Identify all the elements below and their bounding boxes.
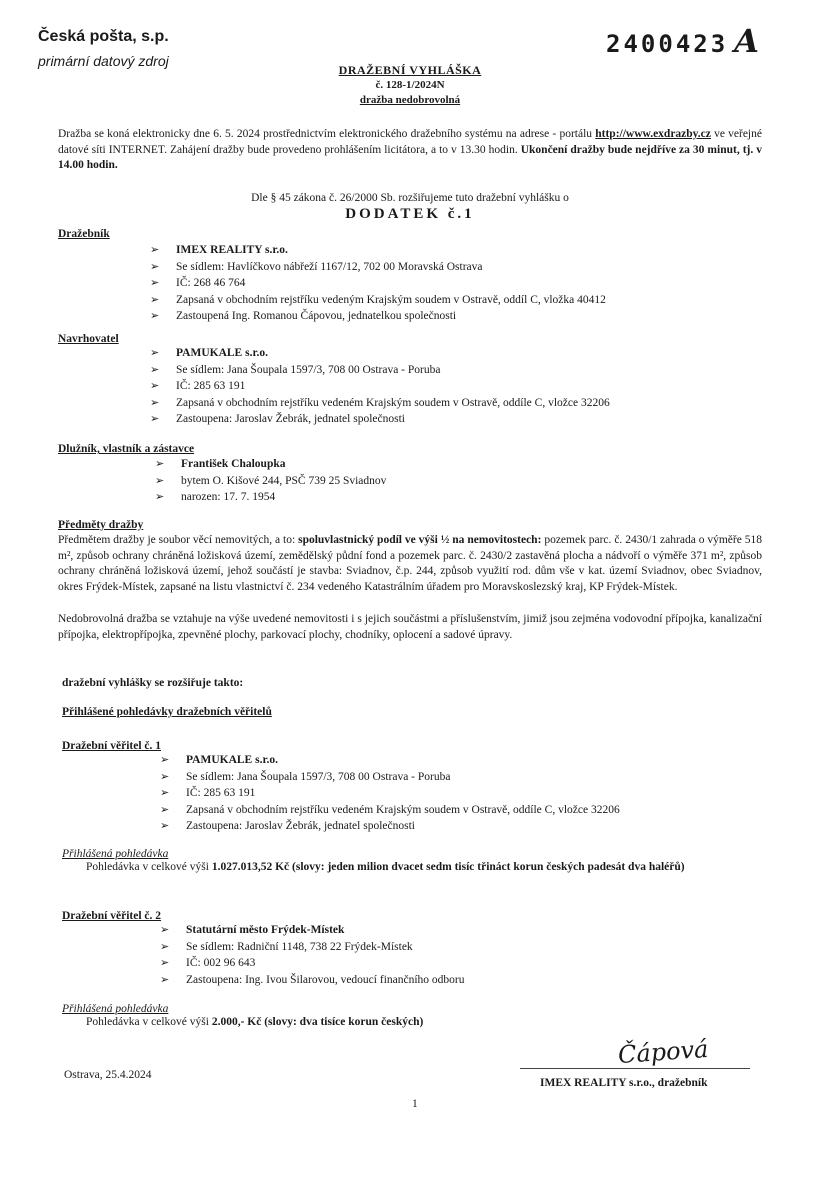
law-reference: Dle § 45 zákona č. 26/2000 Sb. rozšiřujeme tuto dražební vyhlášku o	[251, 192, 569, 204]
document-stamp	[606, 22, 762, 60]
auctioneer-name: ➢ IMEX REALITY s.r.o.	[150, 242, 606, 259]
creditor-2-representative: ➢ Zastoupena: Ing. Ivou Šilarovou, vedoucí finančního odboru	[160, 972, 465, 989]
intro-text-1: Dražba se koná elektronicky dne 6. 5. 2024 prostřednictvím elektronického dražebního systému na adrese - portálu	[58, 128, 596, 140]
signatory: IMEX REALITY s.r.o., dražebník	[540, 1077, 708, 1089]
proposer-name: ➢ PAMUKALE s.r.o.	[150, 345, 610, 362]
creditor-2-name: ➢ Statutární město Frýdek-Místek	[160, 922, 465, 939]
subject-paragraph	[58, 533, 762, 595]
issuer-source: primární datový zdroj	[38, 53, 169, 69]
creditor-2-seat: ➢ Se sídlem: Radniční 1148, 738 22 Frýdek-Místek	[160, 939, 465, 956]
creditor-1-claim-text: Pohledávka v celkové výši	[86, 861, 212, 873]
proposer-id: ➢ IČ: 285 63 191	[150, 378, 610, 395]
auctioneer-id: ➢ IČ: 268 46 764	[150, 275, 606, 292]
addendum-title: DODATEK č.1	[345, 206, 475, 222]
creditor-2-claim-heading: Přihlášená pohledávka	[62, 1003, 169, 1015]
debtor-birthdate: ➢ narozen: 17. 7. 1954	[155, 489, 386, 506]
document-title: DRAŽEBNÍ VYHLÁŠKA	[338, 63, 482, 77]
auctioneer-list	[150, 242, 606, 325]
auctioneer-heading: Dražebník	[58, 228, 110, 240]
proposer-heading: Navrhovatel	[58, 333, 119, 345]
place-and-date: Ostrava, 25.4.2024	[64, 1069, 152, 1081]
creditor-1-representative: ➢ Zastoupena: Jaroslav Žebrák, jednatel společnosti	[160, 818, 620, 835]
creditor-2-claim-text: Pohledávka v celkové výši	[86, 1016, 212, 1028]
creditor-2-claim	[62, 1015, 762, 1031]
creditor-2-claim-amount: 2.000,- Kč (slovy: dva tisíce korun českých)	[211, 1016, 424, 1028]
stamp-number: 2400423	[606, 30, 729, 58]
document-number: č. 128-1/2024N	[375, 79, 445, 91]
subject-scope-paragraph: Nedobrovolná dražba se vztahuje na výše uvedené nemovitosti i s jejich součástmi a příslušenstvím, jimiž jsou zejména vodovodní přípojka, kanalizační přípojka, elektropřípojka, zpevněné plochy, parkovací plochy, chodníky, oplocení a sadové úpravy.	[58, 613, 762, 641]
creditor-1-id: ➢ IČ: 285 63 191	[160, 785, 620, 802]
subject-heading: Předměty dražby	[58, 519, 144, 531]
creditor-1-seat: ➢ Se sídlem: Jana Šoupala 1597/3, 708 00 Ostrava - Poruba	[160, 769, 620, 786]
creditor-1-heading: Dražební věřitel č. 1	[62, 740, 161, 752]
signature-line	[520, 1068, 750, 1069]
creditor-2-heading: Dražební věřitel č. 2	[62, 910, 161, 922]
debtor-name: ➢ František Chaloupka	[155, 456, 386, 473]
creditor-2-id: ➢ IČ: 002 96 643	[160, 955, 465, 972]
extension-line: dražební vyhlášky se rozšiřuje takto:	[62, 677, 244, 689]
claims-heading: Přihlášené pohledávky dražebních věřitelů	[62, 706, 272, 718]
creditor-1-claim	[62, 860, 762, 876]
intro-text-2: ve veřejné datové síti INTERNET. Zahájení dražby bude provedeno prohlášením licitátora, a to v 13.30 hodin.	[58, 128, 762, 156]
proposer-representative: ➢ Zastoupena: Jaroslav Žebrák, jednatel společnosti	[150, 411, 610, 428]
page-number: 1	[412, 1098, 418, 1110]
debtor-address: ➢ bytem O. Kišové 244, PSČ 739 25 Sviadnov	[155, 473, 386, 490]
stamp-letter: A	[734, 22, 762, 60]
intro-end-time: Ukončení dražby bude nejdříve za 30 minut, tj. v 14.00 hodin.	[58, 143, 762, 171]
auction-portal-link[interactable]: http://www.exdrazby.cz	[595, 128, 711, 140]
issuer-org: Česká pošta, s.p.	[38, 28, 169, 45]
proposer-registry: ➢ Zapsaná v obchodním rejstříku vedeném Krajským soudem v Ostravě, oddíle C, vložce 32206	[150, 395, 610, 412]
proposer-list	[150, 345, 610, 428]
debtor-list	[155, 456, 386, 506]
handwritten-signature: Čápová	[617, 1034, 710, 1070]
auctioneer-seat: ➢ Se sídlem: Havlíčkovo nábřeží 1167/12, 702 00 Moravská Ostrava	[150, 259, 606, 276]
creditor-1-list	[160, 752, 620, 835]
proposer-seat: ➢ Se sídlem: Jana Šoupala 1597/3, 708 00 Ostrava - Poruba	[150, 362, 610, 379]
debtor-heading: Dlužník, vlastník a zástavce	[58, 443, 195, 455]
subject-text-2: pozemek parc. č. 2430/1 zahrada o výměře 518 m², způsob ochrany chráněná ložisková území, zemědělský půdní fond a pozemek parc. č. 2430/2 zastavěná plocha a nádvoří o výměře 371 m², způsob ochrany chráněná ložisková území, jehož součástí je stavba: Sviadnov, č.p. 244, způsob využití rod. dům vše v kat. území Sviadnov, obec Sviadnov, okres Frýdek-Místek, zapsané na listu vlastnictví č. 234 vedeného Katastrálním úřadem pro Moravskoslezský kraj, KP Frýdek-Místek.	[58, 534, 763, 593]
creditor-1-claim-heading: Přihlášená pohledávka	[62, 848, 169, 860]
auctioneer-registry: ➢ Zapsaná v obchodním rejstříku vedeným Krajským soudem v Ostravě, oddíl C, vložka 40412	[150, 292, 606, 309]
intro-paragraph	[58, 127, 762, 174]
auction-kind: dražba nedobrovolná	[359, 94, 461, 106]
subject-text-1: Předmětem dražby je soubor věcí nemovitých, a to:	[58, 534, 299, 546]
creditor-1-registry: ➢ Zapsaná v obchodním rejstříku vedeném Krajským soudem v Ostravě, oddíle C, vložce 32206	[160, 802, 620, 819]
creditor-1-claim-amount: 1.027.013,52 Kč (slovy: jeden milion dvacet sedm tisíc třináct korun českých padesát dva haléřů)	[211, 861, 685, 873]
creditor-1-name: ➢ PAMUKALE s.r.o.	[160, 752, 620, 769]
subject-share: spoluvlastnický podíl ve výši ½ na nemovitostech:	[298, 534, 542, 546]
auctioneer-representative: ➢ Zastoupená Ing. Romanou Čápovou, jednatelkou společnosti	[150, 308, 606, 325]
creditor-2-list	[160, 922, 465, 988]
